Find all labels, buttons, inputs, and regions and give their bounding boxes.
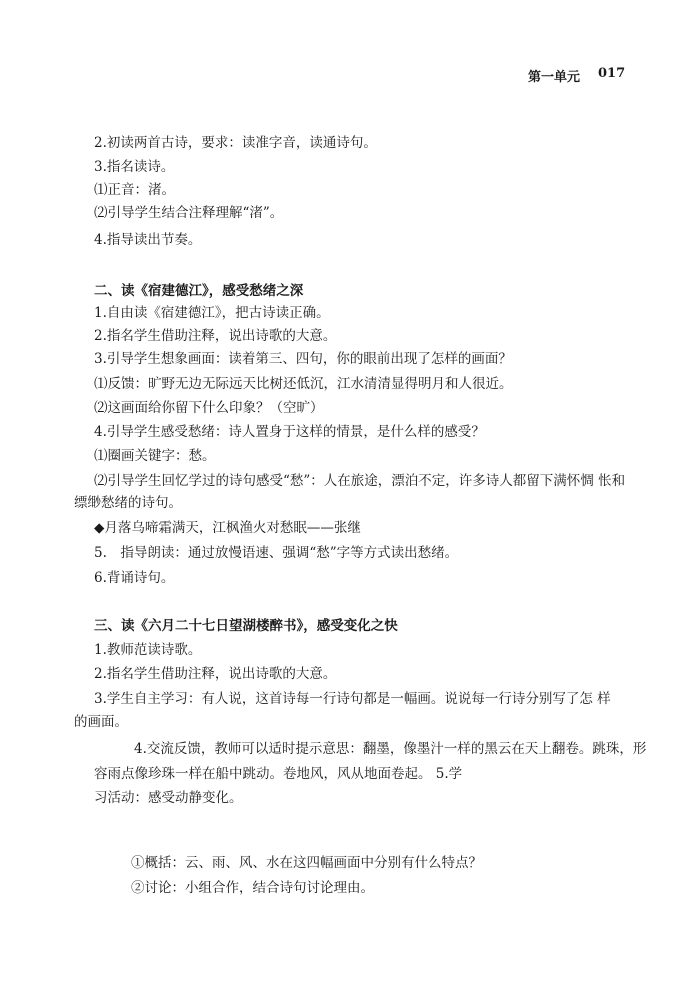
text-line: 2.初读两首古诗，要求：读准字音，读通诗句。: [94, 135, 377, 151]
text-line: 2.指名学生借助注释，说出诗歌的大意。: [94, 328, 337, 344]
text-line: 4.指导读出节奏。: [94, 232, 202, 248]
text-line: ⑴反馈：旷野无边无际远天比树还低沉，江水清清显得明月和人很近。: [94, 376, 513, 392]
text-line: 缥缈愁绪的诗句。: [74, 495, 182, 511]
page-header: [0, 66, 684, 84]
text-line: 3.指名读诗。: [94, 159, 175, 175]
unit-label: 第一单元: [528, 70, 581, 85]
text-line: 4.交流反馈，教师可以适时提示意思：翻墨，像墨汁一样的黑云在天上翻卷。跳珠，形: [134, 741, 647, 757]
text-line: ⑴正音：渚。: [94, 182, 175, 198]
text-line: 1.自由读《宿建德江》，把古诗读正确。: [94, 305, 330, 321]
text-line: ⑵引导学生结合注释理解“渚”。: [94, 205, 284, 221]
text-line: ⑵引导学生回忆学过的诗句感受“愁”：人在旅途，漂泊不定，许多诗人都留下满怀惆 怅和: [94, 473, 626, 489]
text-line: 4.引导学生感受愁绪：诗人置身于这样的情景，是什么样的感受？: [94, 424, 485, 440]
text-line: 2.指名学生借助注释，说出诗歌的大意。: [94, 666, 337, 682]
text-line: 1.教师范读诗歌。: [94, 642, 202, 658]
text-line: 5. 指导朗读：通过放慢语速、强调“愁”字等方式读出愁绪。: [94, 545, 459, 561]
text-line: ⑵这画面给你留下什么印象？（空旷）: [94, 400, 324, 416]
section-heading: 三、读《六月二十七日望湖楼醉书》，感受变化之快: [94, 618, 398, 634]
text-line: 3.引导学生想象画面：读着第三、四句，你的眼前出现了怎样的画面？: [94, 351, 512, 367]
section-heading: 二、读《宿建德江》，感受愁绪之深: [94, 283, 304, 299]
text-line: 习活动：感受动静变化。: [94, 790, 243, 806]
text-line: ①概括：云、雨、风、水在这四幅画面中分别有什么特点？: [131, 855, 482, 871]
text-line: ②讨论：小组合作，结合诗句讨论理由。: [131, 880, 374, 896]
text-line: 的画面。: [74, 714, 128, 730]
page-number: 017: [598, 66, 626, 81]
text-line: 容雨点像珍珠一样在船中跳动。卷地风，风从地面卷起。 5.学: [94, 766, 463, 782]
text-line: 3.学生自主学习：有人说，这首诗每一行诗句都是一幅画。说说每一行诗分别写了怎 样: [94, 691, 611, 707]
text-line: 6.背诵诗句。: [94, 570, 175, 586]
text-line: ⑴圈画关键字：愁。: [94, 448, 216, 464]
text-line: ◆月落乌啼霜满天，江枫渔火对愁眠——张继: [94, 520, 361, 536]
